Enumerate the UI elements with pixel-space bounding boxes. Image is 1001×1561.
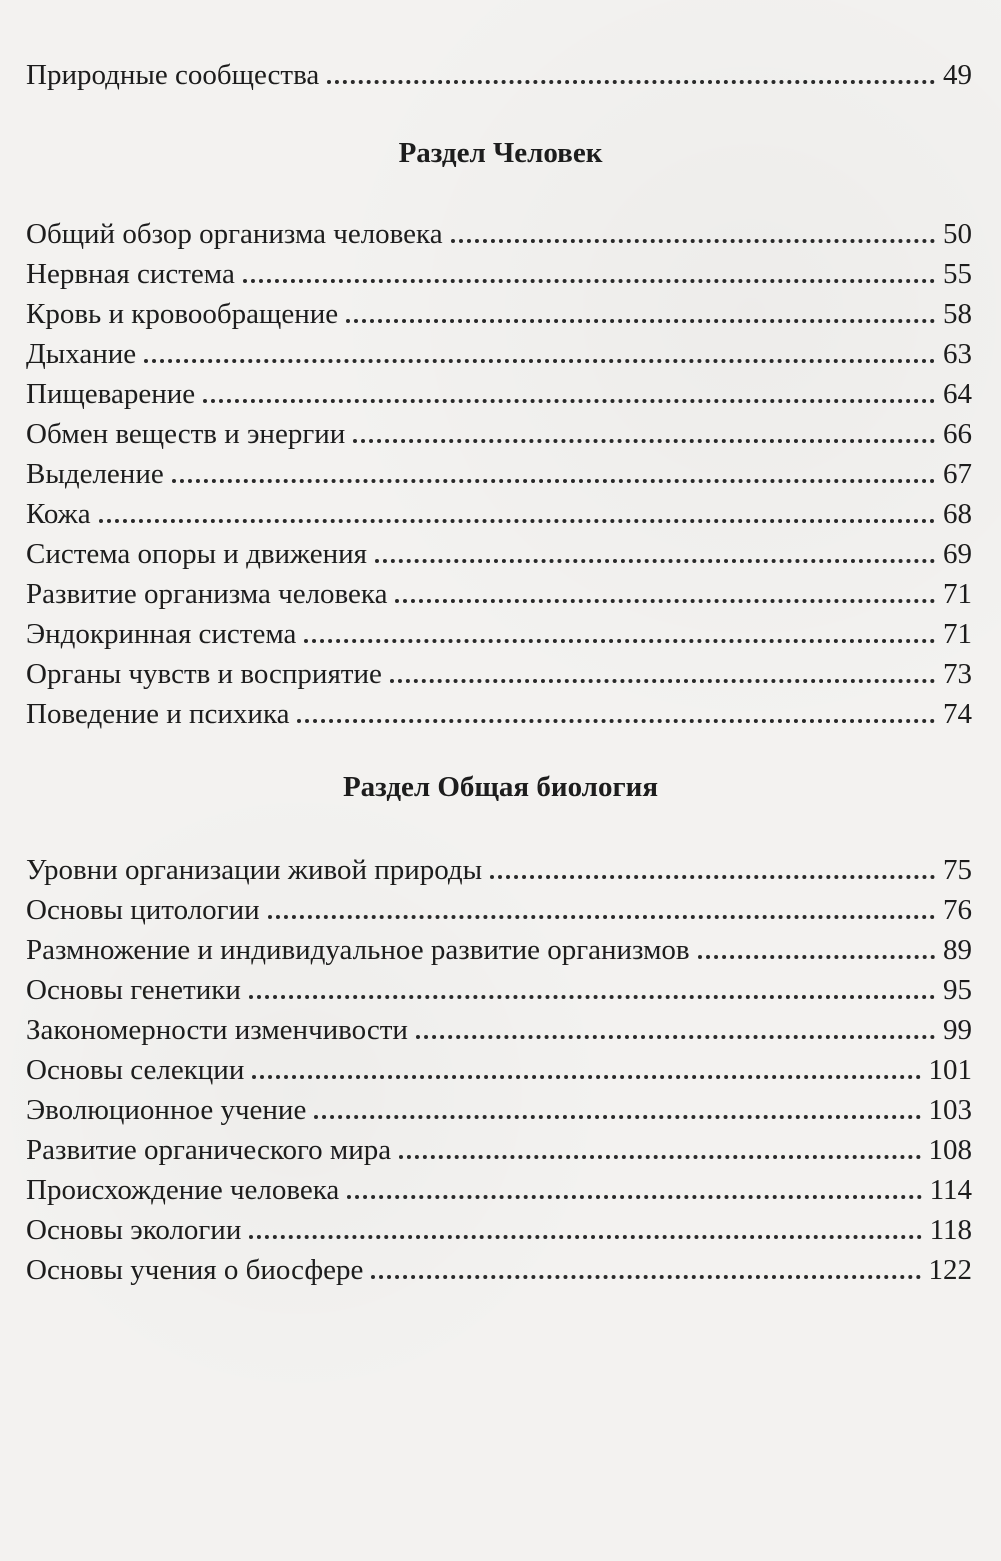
toc-entry-title: Размножение и индивидуальное развитие организмов: [26, 934, 690, 966]
toc-entry-title: Основы селекции: [26, 1054, 245, 1086]
toc-entry-title: Кожа: [26, 498, 91, 530]
toc-entry-title: Нервная система: [26, 258, 235, 290]
toc-entry-title: Основы цитологии: [26, 894, 260, 926]
toc-leader-dots: [243, 278, 935, 283]
toc-entry: [26, 1010, 972, 1050]
toc-entry-page: 99: [943, 1014, 972, 1046]
toc-entry-page: 73: [943, 658, 972, 690]
toc-entry: [26, 414, 972, 454]
toc-entry-page: 118: [929, 1214, 972, 1246]
toc-entry: [26, 930, 972, 970]
toc-entry-page: 95: [943, 974, 972, 1006]
toc-entry-title: Закономерности изменчивости: [26, 1014, 408, 1046]
toc-leader-dots: [346, 318, 935, 323]
toc-leader-dots: [172, 478, 935, 483]
toc-entry-page: 64: [943, 378, 972, 410]
toc-entry: [26, 334, 972, 374]
toc-entry: [26, 494, 972, 534]
toc-leader-dots: [252, 1074, 920, 1079]
toc-entry-page: 55: [943, 258, 972, 290]
toc-entry-title: Система опоры и движения: [26, 538, 367, 570]
toc-entry: [26, 55, 972, 95]
toc-entry: [26, 1170, 972, 1210]
toc-entry: [26, 294, 972, 334]
toc-leader-dots: [144, 358, 935, 363]
toc-entry-page: 50: [943, 218, 972, 250]
toc-entry-title: Органы чувств и восприятие: [26, 658, 382, 690]
toc-entry-title: Поведение и психика: [26, 698, 290, 730]
toc-entry: [26, 694, 972, 734]
toc-entry: [26, 1210, 972, 1250]
toc-entry: [26, 574, 972, 614]
toc-entry: [26, 1050, 972, 1090]
toc-entry-page: 66: [943, 418, 972, 450]
toc-entry-page: 68: [943, 498, 972, 530]
toc-entry-title: Кровь и кровообращение: [26, 298, 339, 330]
toc-entry: [26, 214, 972, 254]
toc-entry: [26, 534, 972, 574]
toc-leader-dots: [249, 994, 935, 999]
toc-entry-page: 71: [943, 578, 972, 610]
toc-top-block: [26, 55, 972, 95]
toc-entry-page: 101: [928, 1054, 972, 1086]
toc-entry-page: 75: [943, 854, 972, 886]
toc-leader-dots: [371, 1274, 920, 1279]
toc-entry-title: Основы генетики: [26, 974, 241, 1006]
toc-leader-dots: [314, 1114, 920, 1119]
toc-entry-title: Основы экологии: [26, 1214, 242, 1246]
toc-leader-dots: [375, 558, 935, 563]
toc-entry-page: 69: [943, 538, 972, 570]
toc-entry-title: Уровни организации живой природы: [26, 854, 483, 886]
toc-entry: [26, 850, 972, 890]
toc-entry: [26, 970, 972, 1010]
toc-entry: [26, 654, 972, 694]
toc-entry-title: Обмен веществ и энергии: [26, 418, 346, 450]
toc-leader-dots: [297, 718, 935, 723]
toc-entry-page: 114: [929, 1174, 972, 1206]
toc-entry-page: 58: [943, 298, 972, 330]
toc-entry-title: Развитие организма человека: [26, 578, 388, 610]
toc-leader-dots: [451, 238, 935, 243]
toc-entry-title: Пищеварение: [26, 378, 196, 410]
toc-entry-page: 63: [943, 338, 972, 370]
toc-entry-page: 76: [943, 894, 972, 926]
toc-entry-page: 89: [943, 934, 972, 966]
toc-leader-dots: [249, 1234, 921, 1239]
toc-entry-title: Развитие органического мира: [26, 1134, 392, 1166]
toc-entry: [26, 890, 972, 930]
toc-entry-page: 108: [928, 1134, 972, 1166]
toc-entry-page: 49: [943, 59, 972, 91]
toc-leader-dots: [416, 1034, 935, 1039]
toc-leader-dots: [327, 79, 935, 84]
section-heading: Раздел Общая биология: [342, 771, 659, 803]
toc-leader-dots: [347, 1194, 921, 1199]
toc-entry: [26, 1250, 972, 1290]
toc-entry: [26, 254, 972, 294]
toc-leader-dots: [395, 598, 935, 603]
toc-entry-title: Эндокринная система: [26, 618, 297, 650]
toc-entry-page: 122: [928, 1254, 972, 1286]
toc-entry-title: Общий обзор организма человека: [26, 218, 443, 250]
toc-leader-dots: [490, 874, 935, 879]
toc-entry: [26, 374, 972, 414]
toc-entry-page: 71: [943, 618, 972, 650]
toc-leader-dots: [698, 954, 935, 959]
toc-leader-dots: [399, 1154, 920, 1159]
toc-entry-title: Эволюционное учение: [26, 1094, 307, 1126]
toc-entry: [26, 614, 972, 654]
toc-entry-page: 74: [943, 698, 972, 730]
toc-leader-dots: [353, 438, 935, 443]
toc-entry-title: Происхождение человека: [26, 1174, 340, 1206]
toc-leader-dots: [304, 638, 935, 643]
toc-entry-page: 103: [928, 1094, 972, 1126]
toc-leader-dots: [390, 678, 935, 683]
toc-entry-title: Основы учения о биосфере: [26, 1254, 364, 1286]
toc-entry: [26, 454, 972, 494]
toc-entry: [26, 1130, 972, 1170]
toc-entry-page: 67: [943, 458, 972, 490]
toc-entry-title: Дыхание: [26, 338, 137, 370]
toc-entry-title: Природные сообщества: [26, 59, 320, 91]
toc-section-human: [26, 214, 972, 734]
toc-entry-title: Выделение: [26, 458, 164, 490]
toc-leader-dots: [99, 518, 935, 523]
toc-entry: [26, 1090, 972, 1130]
section-heading: Раздел Человек: [398, 137, 603, 169]
toc-leader-dots: [203, 398, 935, 403]
toc-section-general-biology: [26, 850, 972, 1290]
toc-leader-dots: [268, 914, 935, 919]
